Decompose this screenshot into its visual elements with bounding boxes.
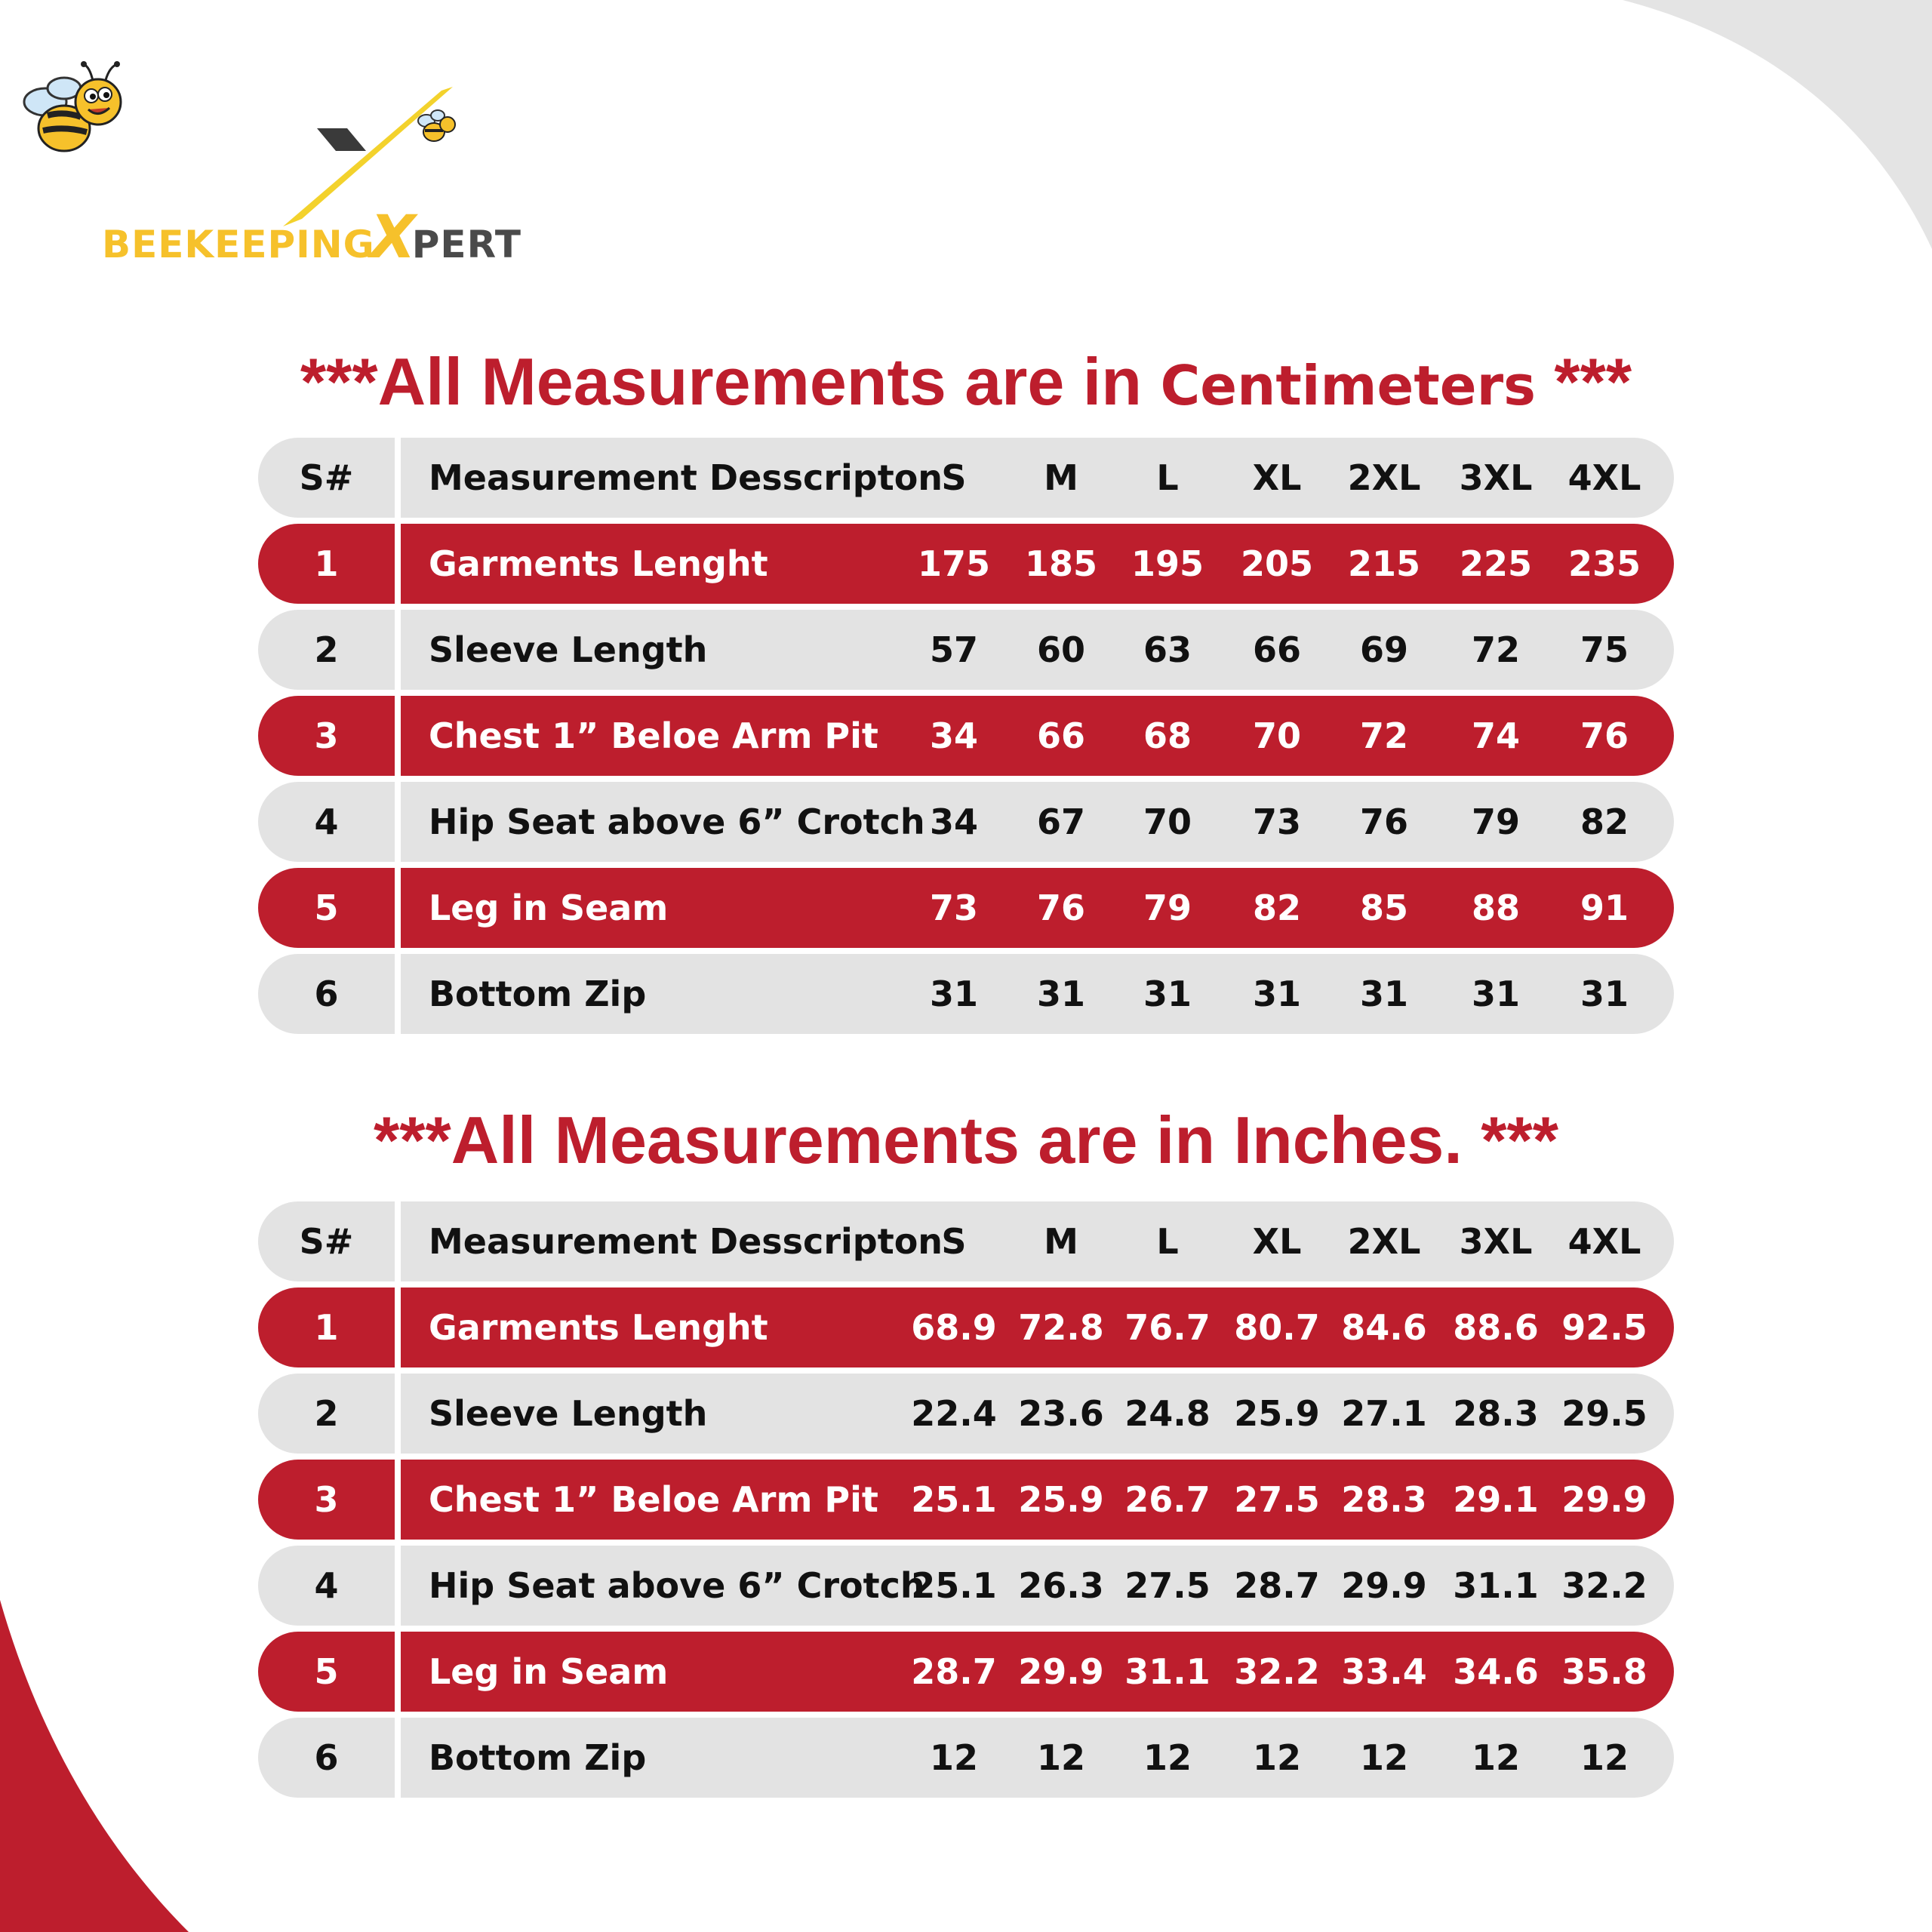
- row-value: 31: [1252, 974, 1301, 1014]
- row-value: 76: [1359, 801, 1408, 842]
- grey-corner-curve: [1623, 0, 1932, 249]
- row-value: 67: [1036, 801, 1085, 842]
- column-divider: [395, 1546, 401, 1626]
- column-divider: [395, 1460, 401, 1540]
- header-size: M: [1044, 1221, 1078, 1262]
- row-value: 26.7: [1124, 1479, 1211, 1520]
- row-description: Sleeve Length: [429, 1393, 708, 1434]
- row-description: Chest 1” Beloe Arm Pit: [429, 1479, 878, 1520]
- row-value: 23.6: [1018, 1393, 1104, 1434]
- table-row: [258, 696, 1674, 776]
- row-description: Hip Seat above 6” Crotch: [429, 801, 925, 842]
- table-row: [258, 954, 1674, 1034]
- header-sn: S#: [299, 457, 354, 498]
- row-value: 215: [1347, 543, 1421, 584]
- column-divider: [395, 524, 401, 604]
- header-size: S: [941, 1221, 967, 1262]
- cm-heading: ***All Measurements are in Centimeters ***: [300, 344, 1632, 419]
- row-value: 66: [1252, 629, 1301, 670]
- row-value: 31: [1036, 974, 1085, 1014]
- column-divider: [395, 1287, 401, 1367]
- header-description: Measurement Desscripton: [429, 457, 943, 498]
- row-value: 34: [929, 801, 978, 842]
- row-value: 28.7: [911, 1651, 997, 1692]
- column-divider: [395, 1632, 401, 1712]
- header-size: XL: [1252, 1221, 1302, 1262]
- row-value: 76: [1580, 715, 1629, 756]
- row-number: 6: [314, 974, 339, 1014]
- row-value: 31.1: [1124, 1651, 1211, 1692]
- row-value: 28.3: [1453, 1393, 1539, 1434]
- row-number: 5: [314, 1651, 339, 1692]
- row-value: 26.3: [1018, 1565, 1104, 1606]
- table-row: [258, 524, 1674, 604]
- row-value: 69: [1359, 629, 1408, 670]
- row-value: 22.4: [911, 1393, 997, 1434]
- row-value: 235: [1567, 543, 1641, 584]
- header-size: 2XL: [1347, 1221, 1421, 1262]
- column-divider: [395, 610, 401, 690]
- header-size: L: [1156, 457, 1179, 498]
- header-size: XL: [1252, 457, 1302, 498]
- row-value: 29.1: [1453, 1479, 1539, 1520]
- row-value: 79: [1471, 801, 1520, 842]
- red-corner-curve: [0, 1600, 189, 1932]
- row-value: 31: [1359, 974, 1408, 1014]
- row-value: 225: [1459, 543, 1533, 584]
- row-value: 25.9: [1234, 1393, 1320, 1434]
- row-value: 72: [1359, 715, 1408, 756]
- header-size: M: [1044, 457, 1078, 498]
- row-value: 82: [1252, 888, 1301, 928]
- row-number: 2: [314, 1393, 339, 1434]
- row-value: 29.9: [1341, 1565, 1427, 1606]
- row-description: Garments Lenght: [429, 1307, 768, 1348]
- table-row: [258, 610, 1674, 690]
- row-value: 73: [929, 888, 978, 928]
- table-header-row: [258, 1201, 1674, 1281]
- row-value: 79: [1143, 888, 1192, 928]
- row-value: 84.6: [1341, 1307, 1427, 1348]
- header-description: Measurement Desscripton: [429, 1221, 943, 1262]
- row-value: 12: [929, 1737, 978, 1778]
- row-number: 1: [314, 543, 339, 584]
- header-size: 3XL: [1459, 1221, 1533, 1262]
- column-divider: [395, 696, 401, 776]
- header-size: 3XL: [1459, 457, 1533, 498]
- row-value: 63: [1143, 629, 1192, 670]
- header-size: L: [1156, 1221, 1179, 1262]
- row-number: 3: [314, 715, 339, 756]
- row-value: 205: [1240, 543, 1314, 584]
- row-value: 70: [1143, 801, 1192, 842]
- row-value: 32.2: [1234, 1651, 1320, 1692]
- column-divider: [395, 1201, 401, 1281]
- table-row: [258, 782, 1674, 862]
- row-value: 60: [1036, 629, 1085, 670]
- row-value: 27.5: [1124, 1565, 1211, 1606]
- row-value: 75: [1580, 629, 1629, 670]
- row-description: Hip Seat above 6” Crotch: [429, 1565, 925, 1606]
- row-number: 5: [314, 888, 339, 928]
- table-header-row: [258, 438, 1674, 518]
- row-value: 12: [1036, 1737, 1085, 1778]
- row-value: 57: [929, 629, 978, 670]
- logo-wordmark: BEEKEEPINGXPERT: [102, 204, 521, 272]
- header-sn: S#: [299, 1221, 354, 1262]
- row-value: 68.9: [911, 1307, 997, 1348]
- row-value: 28.7: [1234, 1565, 1320, 1606]
- column-divider: [395, 1374, 401, 1454]
- row-value: 24.8: [1124, 1393, 1211, 1434]
- row-value: 28.3: [1341, 1479, 1427, 1520]
- header-size: 2XL: [1347, 457, 1421, 498]
- row-value: 25.9: [1018, 1479, 1104, 1520]
- row-value: 88: [1471, 888, 1520, 928]
- size-chart-table-inches: [258, 1201, 1674, 1804]
- table-row: [258, 868, 1674, 948]
- row-value: 76.7: [1124, 1307, 1211, 1348]
- row-value: 12: [1143, 1737, 1192, 1778]
- row-value: 175: [917, 543, 991, 584]
- row-value: 31: [1580, 974, 1629, 1014]
- row-value: 12: [1580, 1737, 1629, 1778]
- row-value: 12: [1252, 1737, 1301, 1778]
- row-value: 82: [1580, 801, 1629, 842]
- row-value: 76: [1036, 888, 1085, 928]
- row-description: Sleeve Length: [429, 629, 708, 670]
- table-row: [258, 1374, 1674, 1454]
- row-value: 12: [1471, 1737, 1520, 1778]
- row-value: 85: [1359, 888, 1408, 928]
- table-row: [258, 1546, 1674, 1626]
- row-value: 25.1: [911, 1479, 997, 1520]
- row-description: Bottom Zip: [429, 1737, 647, 1778]
- column-divider: [395, 438, 401, 518]
- row-value: 185: [1024, 543, 1098, 584]
- table-row: [258, 1718, 1674, 1798]
- row-value: 27.5: [1234, 1479, 1320, 1520]
- row-value: 31: [1471, 974, 1520, 1014]
- row-description: Bottom Zip: [429, 974, 647, 1014]
- header-size: 4XL: [1567, 1221, 1641, 1262]
- row-value: 80.7: [1234, 1307, 1320, 1348]
- row-value: 32.2: [1561, 1565, 1647, 1606]
- row-value: 33.4: [1341, 1651, 1427, 1692]
- row-value: 195: [1131, 543, 1204, 584]
- row-value: 88.6: [1453, 1307, 1539, 1348]
- row-number: 4: [314, 801, 339, 842]
- row-value: 72: [1471, 629, 1520, 670]
- row-number: 1: [314, 1307, 339, 1348]
- row-value: 34.6: [1453, 1651, 1539, 1692]
- row-value: 29.9: [1561, 1479, 1647, 1520]
- row-value: 66: [1036, 715, 1085, 756]
- row-value: 31: [1143, 974, 1192, 1014]
- header-size: 4XL: [1567, 457, 1641, 498]
- row-value: 91: [1580, 888, 1629, 928]
- inches-heading: ***All Measurements are in Inches. ***: [374, 1103, 1558, 1177]
- size-chart-table-cm: [258, 438, 1674, 1040]
- row-value: 12: [1359, 1737, 1408, 1778]
- row-value: 92.5: [1561, 1307, 1647, 1348]
- row-number: 3: [314, 1479, 339, 1520]
- row-value: 29.5: [1561, 1393, 1647, 1434]
- row-value: 25.1: [911, 1565, 997, 1606]
- header-size: S: [941, 457, 967, 498]
- brand-logo: [11, 57, 521, 272]
- row-value: 31: [929, 974, 978, 1014]
- column-divider: [395, 1718, 401, 1798]
- table-row: [258, 1632, 1674, 1712]
- row-value: 74: [1471, 715, 1520, 756]
- row-description: Chest 1” Beloe Arm Pit: [429, 715, 878, 756]
- row-number: 4: [314, 1565, 339, 1606]
- table-row: [258, 1460, 1674, 1540]
- row-value: 68: [1143, 715, 1192, 756]
- row-description: Leg in Seam: [429, 1651, 669, 1692]
- column-divider: [395, 954, 401, 1034]
- row-value: 27.1: [1341, 1393, 1427, 1434]
- row-number: 2: [314, 629, 339, 670]
- row-value: 73: [1252, 801, 1301, 842]
- table-row: [258, 1287, 1674, 1367]
- row-value: 70: [1252, 715, 1301, 756]
- row-value: 35.8: [1561, 1651, 1647, 1692]
- row-value: 34: [929, 715, 978, 756]
- column-divider: [395, 782, 401, 862]
- row-number: 6: [314, 1737, 339, 1778]
- row-description: Garments Lenght: [429, 543, 768, 584]
- row-value: 72.8: [1018, 1307, 1104, 1348]
- column-divider: [395, 868, 401, 948]
- row-description: Leg in Seam: [429, 888, 669, 928]
- row-value: 31.1: [1453, 1565, 1539, 1606]
- row-value: 29.9: [1018, 1651, 1104, 1692]
